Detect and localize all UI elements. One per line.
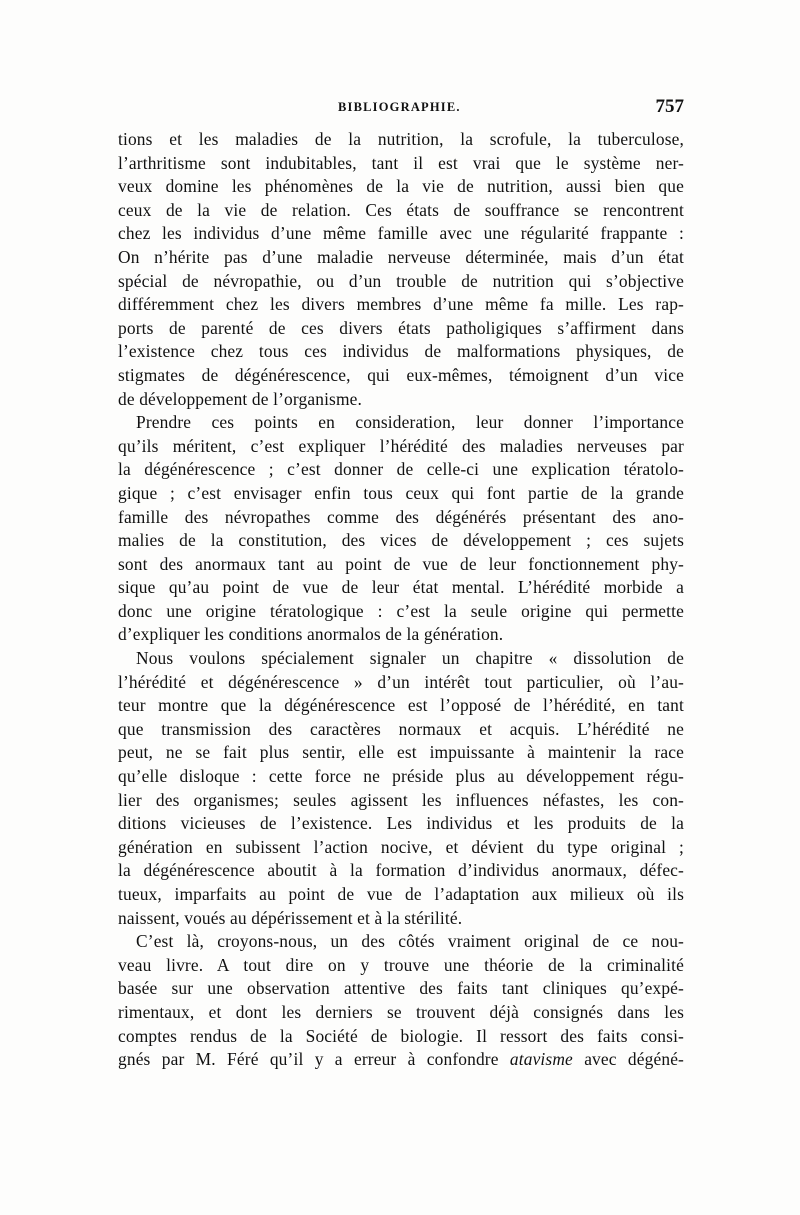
- running-head: [118, 96, 684, 120]
- text-line: la dégénérescence aboutit à la formation d’individus anormaux, défec-: [118, 860, 684, 881]
- italic-term: atavisme: [509, 1049, 573, 1070]
- text-line: gique ; c’est envisager enfin tous ceux qui font partie de la grande: [118, 482, 684, 503]
- text-line: ports de parenté de ces divers états patholigiques s’affirment dans: [118, 317, 684, 338]
- paragraph-3: [118, 647, 684, 930]
- text-line: que transmission des caractères normaux et acquis. L’hérédité ne: [118, 718, 684, 739]
- page-number: 757: [655, 96, 684, 117]
- text-line: sont des anormaux tant au point de vue de leur fonctionnement phy-: [118, 553, 684, 574]
- text-line: l’hérédité et dégénérescence » d’un intérêt tout particulier, où l’au-: [118, 671, 684, 692]
- text-line: teur montre que la dégénérescence est l’opposé de l’hérédité, en tant: [118, 695, 684, 716]
- text-line: On n’hérite pas d’une maladie nerveuse déterminée, mais d’un état: [118, 246, 684, 267]
- text-line: d’expliquer les conditions anormalos de la génération.: [118, 624, 504, 645]
- text-line: peut, ne se fait plus sentir, elle est impuissante à maintenir la race: [118, 742, 684, 763]
- text-line: tueux, imparfaits au point de vue de l’adaptation aux milieux où ils: [118, 884, 684, 904]
- text-line: l’existence chez tous ces individus de malformations physiques, de: [118, 341, 684, 362]
- text-line: ditions vicieuses de l’existence. Les individus et les produits de la: [118, 813, 684, 834]
- text-line: tions et les maladies de la nutrition, la scrofule, la tuberculose,: [118, 129, 684, 149]
- text-line: Nous voulons spécialement signaler un chapitre « dissolution de: [136, 648, 684, 669]
- text-line: la dégénérescence ; c’est donner de celle-ci une explication tératolo-: [118, 459, 684, 480]
- text-line: malies de la constitution, des vices de développement ; ces sujets: [118, 530, 684, 551]
- text-line-final: [118, 1048, 684, 1072]
- text-line: C’est là, croyons-nous, un des côtés vraiment original de ce nou-: [136, 931, 684, 952]
- text-line: veux domine les phénomènes de la vie de nutrition, aussi bien que: [118, 176, 684, 197]
- text-line: stigmates de dégénérescence, qui eux-mêmes, témoignent d’un vice: [118, 364, 684, 385]
- running-head-title: BIBLIOGRAPHIE.: [338, 100, 461, 114]
- text-line: naissent, voués au dépérissement et à la stérilité.: [118, 907, 463, 928]
- text-line: qu’ils méritent, c’est expliquer l’hérédité des maladies nerveuses par: [118, 435, 684, 456]
- text-line: l’arthritisme sont indubitables, tant il est vrai que le système ner-: [118, 152, 684, 173]
- text-line: spécial de névropathie, ou d’un trouble de nutrition qui s’objective: [118, 270, 684, 291]
- text-line: rimentaux, et dont les derniers se trouvent déjà consignés dans les: [118, 1001, 684, 1022]
- text-segment: gnés par M. Féré qu’il y a erreur à confondre: [118, 1049, 510, 1070]
- text-line: qu’elle disloque : cette force ne préside plus au développement régu-: [118, 766, 684, 787]
- paragraph-1: [118, 128, 684, 411]
- text-line: chez les individus d’une même famille avec une régularité frappante :: [118, 223, 684, 244]
- text-line: donc une origine tératologique : c’est la seule origine qui permette: [118, 600, 684, 621]
- text-line: lier des organismes; seules agissent les influences néfastes, les con-: [118, 789, 684, 810]
- text-segment: avec dégéné-: [572, 1049, 684, 1070]
- text-line: différemment chez les divers membres d’une même fa mille. Les rap-: [118, 294, 684, 315]
- text-line: veau livre. A tout dire on y trouve une théorie de la criminalité: [118, 954, 684, 975]
- text-line: basée sur une observation attentive des faits tant cliniques qu’expé-: [118, 978, 684, 999]
- text-line: comptes rendus de la Société de biologie. Il ressort des faits consi-: [118, 1025, 684, 1046]
- text-line: génération en subissent l’action nocive, et dévient du type original ;: [118, 836, 684, 857]
- paragraph-2: [118, 411, 684, 647]
- text-line: ceux de la vie de relation. Ces états de souffrance se rencontrent: [118, 199, 684, 220]
- text-line: Prendre ces points en consideration, leur donner l’importance: [136, 412, 684, 433]
- paragraph-4: [118, 930, 684, 1072]
- text-line: de développement de l’organisme.: [118, 388, 363, 409]
- text-line: sique qu’au point de vue de leur état mental. L’hérédité morbide a: [118, 577, 684, 598]
- body-text: [118, 128, 684, 1072]
- text-line: famille des névropathes comme des dégénérés présentant des ano-: [118, 506, 684, 527]
